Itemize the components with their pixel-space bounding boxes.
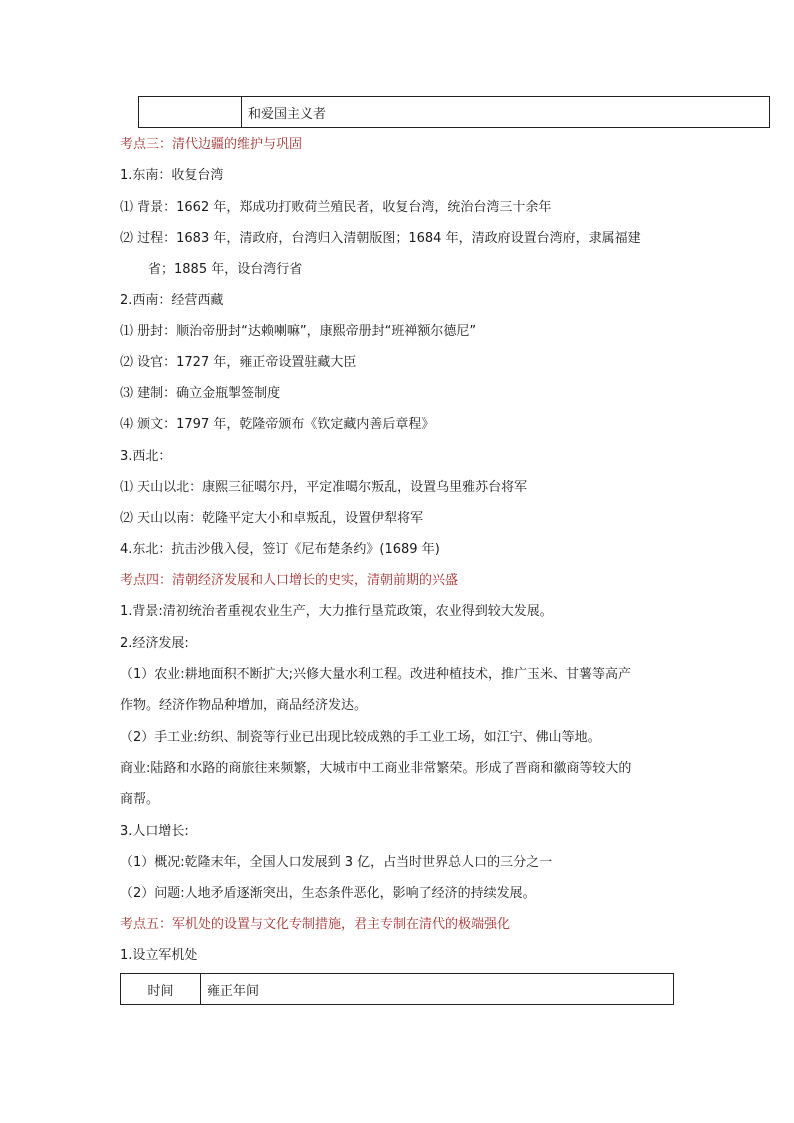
section-2-item-1: ⑴ 册封：顺治帝册封“达赖喇嘛”，康熙帝册封“班禅额尔德尼” (120, 324, 477, 339)
paragraph-population-problem: （2）问题:人地矛盾逐渐突出，生态条件恶化，影响了经济的持续发展。 (120, 886, 536, 901)
section-3-item-1: ⑴ 天山以北：康熙三征噶尔丹，平定准噶尔叛乱，设置乌里雅苏台将军 (120, 480, 528, 495)
bottom-table-cell-1: 时间 (121, 974, 201, 1005)
heading-kaodian-3: 考点三：清代边疆的维护与巩固 (120, 137, 303, 152)
paragraph-agriculture: （1）农业:耕地面积不断扩大;兴修大量水利工程。改进种植技术，推广玉米、甘薯等高产 (120, 667, 632, 682)
paragraph-population-overview: （1）概况:乾隆末年，全国人口发展到 3 亿，占当时世界总人口的三分之一 (120, 855, 553, 870)
top-table (138, 96, 770, 128)
paragraph-economy-title: 2.经济发展: (120, 636, 189, 651)
paragraph-background: 1.背景:清初统治者重视农业生产，大力推行垦荒政策，农业得到较大发展。 (120, 604, 553, 619)
paragraph-commerce-cont: 商帮。 (120, 792, 160, 807)
section-2-item-2: ⑵ 设官：1727 年，雍正帝设置驻藏大臣 (120, 355, 357, 370)
section-3-title: 3.西北： (120, 449, 172, 464)
bottom-table (120, 973, 674, 1005)
heading-kaodian-5: 考点五：军机处的设置与文化专制措施，君主专制在清代的极端强化 (120, 917, 511, 932)
section-2-title: 2.西南：经营西藏 (120, 293, 224, 308)
paragraph-junjichu: 1.设立军机处 (120, 948, 198, 963)
heading-kaodian-4: 考点四：清朝经济发展和人口增长的史实，清朝前期的兴盛 (120, 573, 459, 588)
top-table-cell-2: 和爱国主义者 (242, 97, 770, 128)
section-4-title: 4.东北：抗击沙俄入侵，签订《尼布楚条约》(1689 年) (120, 542, 440, 557)
section-1-item-1: ⑴ 背景：1662 年，郑成功打败荷兰殖民者，收复台湾，统治台湾三十余年 (120, 200, 552, 215)
section-1-item-2-cont: 省；1885 年，设台湾行省 (148, 262, 303, 277)
paragraph-handicraft: （2）手工业:纺织、制瓷等行业已出现比较成熟的手工业工场，如江宁、佛山等地。 (120, 730, 601, 745)
top-table-cell-1 (139, 97, 242, 128)
paragraph-commerce: 商业:陆路和水路的商旅往来频繁，大城市中工商业非常繁荣。形成了晋商和徽商等较大的 (120, 761, 632, 776)
section-2-item-3: ⑶ 建制：确立金瓶掣签制度 (120, 386, 281, 401)
paragraph-population-title: 3.人口增长: (120, 824, 189, 839)
section-3-item-2: ⑵ 天山以南：乾隆平定大小和卓叛乱，设置伊犁将军 (120, 511, 424, 526)
bottom-table-cell-2: 雍正年间 (201, 974, 674, 1005)
section-1-title: 1.东南：收复台湾 (120, 168, 224, 183)
section-1-item-2: ⑵ 过程：1683 年，清政府，台湾归入清朝版图；1684 年，清政府设置台湾府，隶属福建 (120, 231, 641, 246)
paragraph-agriculture-cont: 作物。经济作物品种增加，商品经济发达。 (120, 698, 368, 713)
section-2-item-4: ⑷ 颁文：1797 年，乾隆帝颁布《钦定藏内善后章程》 (120, 417, 435, 432)
